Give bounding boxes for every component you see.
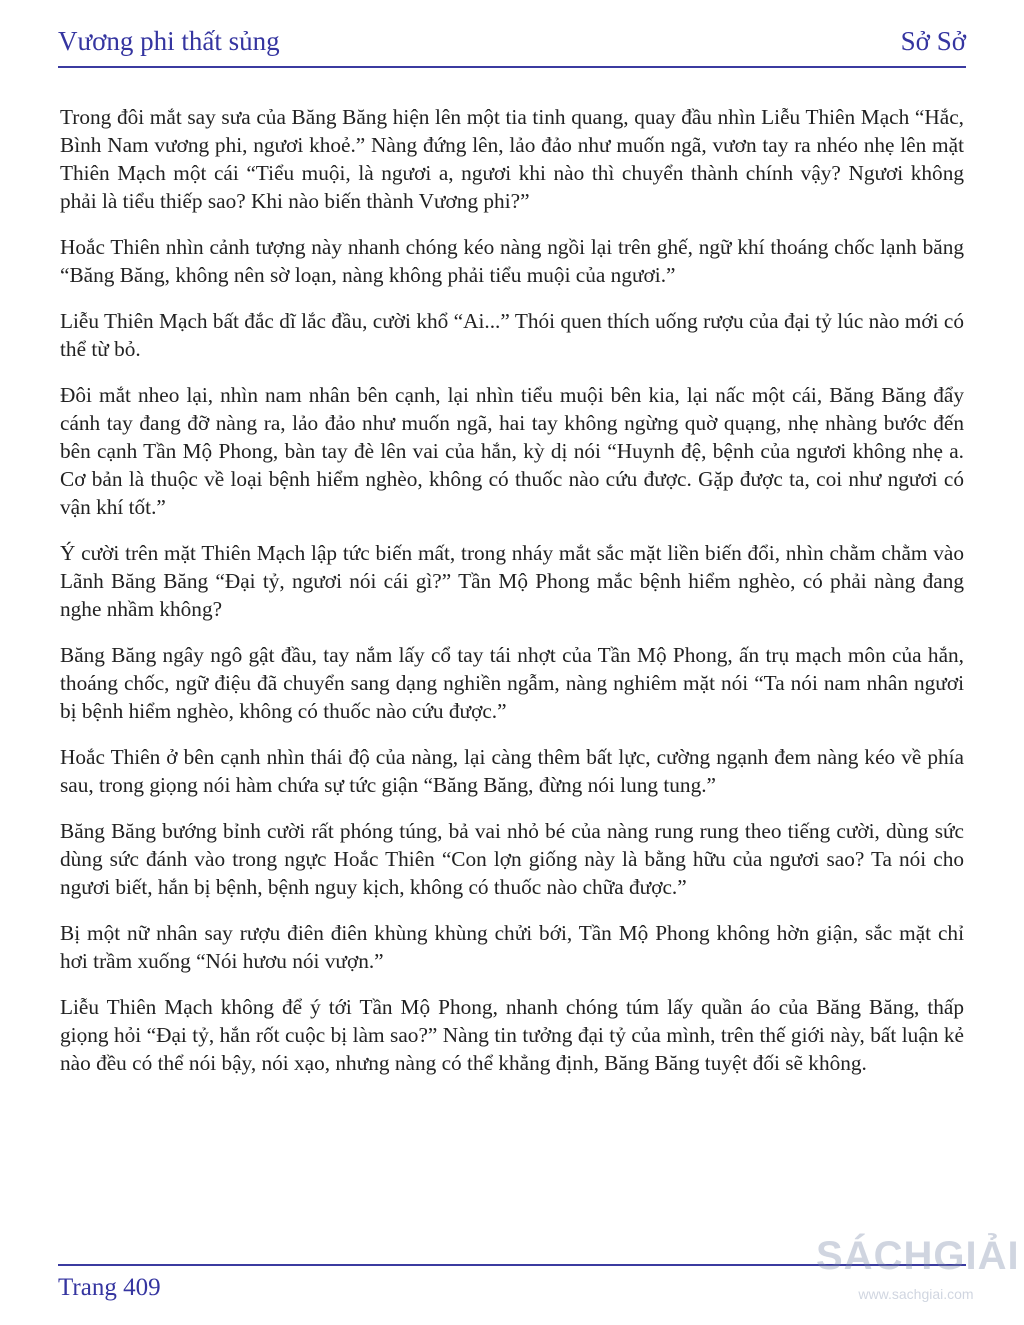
paragraph: Trong đôi mắt say sưa của Băng Băng hiện lên một tia tinh quang, quay đầu nhìn Liễu Thiên Mạch “Hắc, Bình Nam vương phi, ngươi khoẻ.” Nàng đứng lên, lảo đảo như muốn ngã, vươn tay ra nhéo nhẹ lên mặt Thiên Mạch một cái “Tiểu muội, là ngươi a, ngươi khi nào thì chuyển thành chính vậy? Ngươi không phải là tiểu thiếp sao? Khi nào biến thành Vương phi?” — [60, 105, 964, 213]
watermark-logo-text: SÁCHGIẢI — [816, 1234, 1020, 1278]
paragraph: Đôi mắt nheo lại, nhìn nam nhân bên cạnh, lại nhìn tiểu muội bên kia, lại nấc một cái, Băng Băng đẩy cánh tay đang đỡ nàng ra, lảo đảo như muốn ngã, hai tay không ngừng quờ quạng, nhẹ nhàng bước đến bên cạnh Tần Mộ Phong, bàn tay đè lên vai của hắn, kỳ dị nói “Huynh đệ, bệnh của ngươi không nhẹ a. Cơ bản là thuộc về loại bệnh hiểm nghèo, không có thuốc nào cứu được. Gặp được ta, coi như ngươi có vận khí tốt.” — [60, 383, 964, 519]
page-number: Trang 409 — [58, 1274, 161, 1301]
paragraph: Liễu Thiên Mạch bất đắc dĩ lắc đầu, cười khổ “Ai...” Thói quen thích uống rượu của đại tỷ lúc nào mới có thể từ bỏ. — [60, 309, 964, 361]
watermark-logo — [816, 1232, 1020, 1316]
book-title: Vương phi thất sủng — [58, 26, 280, 56]
paragraph: Băng Băng ngây ngô gật đầu, tay nắm lấy cổ tay tái nhợt của Tần Mộ Phong, ấn trụ mạch môn của hắn, thoáng chốc, ngữ điệu đã chuyển sang dạng nghiền ngẫm, nàng nghiêm mặt nói “Ta nói nam nhân ngươi bị bệnh hiểm nghèo, không có thuốc nào cứu được.” — [60, 643, 964, 723]
paragraph: Ý cười trên mặt Thiên Mạch lập tức biến mất, trong nháy mắt sắc mặt liền biến đổi, nhìn chằm chằm vào Lãnh Băng Băng “Đại tỷ, ngươi nói cái gì?” Tần Mộ Phong mắc bệnh hiểm nghèo, có phải nàng đang nghe nhầm không? — [60, 541, 964, 621]
paragraph: Hoắc Thiên nhìn cảnh tượng này nhanh chóng kéo nàng ngồi lại trên ghế, ngữ khí thoáng chốc lạnh băng “Băng Băng, không nên sờ loạn, nàng không phải tiểu muội của ngươi.” — [60, 235, 964, 287]
chapter-body — [60, 103, 964, 1095]
paragraph: Liễu Thiên Mạch không để ý tới Tần Mộ Phong, nhanh chóng túm lấy quần áo của Băng Băng, thấp giọng hỏi “Đại tỷ, hắn rốt cuộc bị làm sao?” Nàng tin tưởng đại tỷ của mình, trên thế giới này, bất luận kẻ nào đều có thể nói bậy, nói xạo, nhưng nàng có thể khẳng định, Băng Băng tuyệt đối sẽ không. — [60, 995, 964, 1075]
paragraph: Hoắc Thiên ở bên cạnh nhìn thái độ của nàng, lại càng thêm bất lực, cường ngạnh đem nàng kéo về phía sau, trong giọng nói hàm chứa sự tức giận “Băng Băng, đừng nói lung tung.” — [60, 745, 964, 797]
watermark-url: www.sachgiai.com — [858, 1286, 974, 1302]
paragraph: Băng Băng bướng bỉnh cười rất phóng túng, bả vai nhỏ bé của nàng rung rung theo tiếng cười, dùng sức dùng sức đánh vào trong ngực Hoắc Thiên “Con lợn giống này là bằng hữu của ngươi sao? Ta nói cho ngươi biết, hắn bị bệnh, bệnh nguy kịch, không có thuốc nào chữa được.” — [60, 819, 964, 899]
book-author: Sở Sở — [900, 26, 966, 56]
page-header — [58, 22, 966, 68]
paragraph: Bị một nữ nhân say rượu điên điên khùng khùng chửi bới, Tần Mộ Phong không hờn giận, sắc mặt chỉ hơi trầm xuống “Nói hươu nói vượn.” — [60, 921, 964, 973]
